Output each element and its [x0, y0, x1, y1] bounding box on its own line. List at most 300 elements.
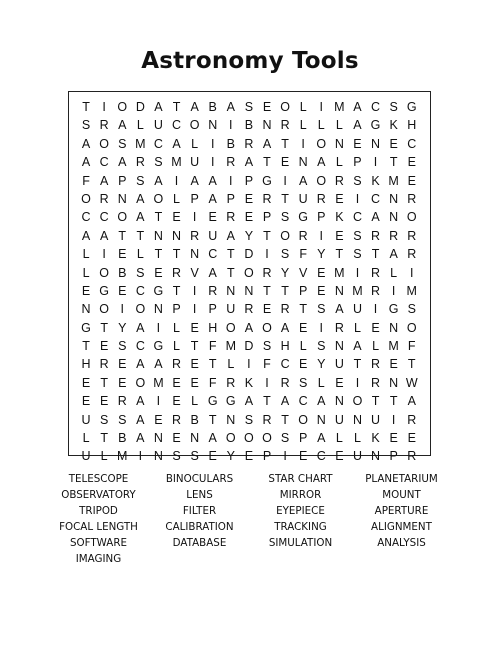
grid-letter[interactable]: N [389, 320, 399, 335]
grid-letter[interactable]: C [352, 210, 362, 225]
grid-letter[interactable]: H [407, 118, 417, 133]
grid-letter[interactable]: N [371, 136, 381, 151]
grid-letter[interactable]: E [389, 136, 398, 151]
grid-letter[interactable]: A [190, 173, 199, 188]
grid-letter[interactable]: P [118, 173, 127, 188]
grid-letter[interactable]: R [244, 302, 254, 317]
grid-letter[interactable]: A [280, 394, 290, 409]
grid-letter[interactable]: S [118, 339, 127, 354]
grid-letter[interactable]: E [407, 173, 416, 188]
grid-letter[interactable]: T [208, 412, 217, 427]
grid-letter[interactable]: C [99, 155, 109, 170]
grid-letter[interactable]: I [373, 155, 378, 170]
grid-letter[interactable]: R [99, 357, 109, 372]
grid-letter[interactable]: K [371, 173, 380, 188]
grid-letter[interactable]: I [391, 283, 396, 298]
grid-letter[interactable]: T [172, 247, 181, 262]
grid-letter[interactable]: I [229, 118, 233, 133]
grid-letter[interactable]: D [244, 247, 254, 262]
grid-letter[interactable]: B [208, 100, 217, 114]
grid-letter[interactable]: T [154, 247, 163, 262]
grid-letter[interactable]: L [390, 265, 398, 280]
grid-letter[interactable]: I [138, 449, 143, 464]
grid-letter[interactable]: N [226, 283, 236, 298]
grid-letter[interactable]: R [371, 228, 381, 243]
grid-letter[interactable]: S [118, 136, 127, 151]
grid-letter[interactable]: I [247, 357, 251, 372]
grid-letter[interactable]: I [102, 100, 106, 114]
grid-letter[interactable]: A [407, 394, 416, 409]
grid-letter[interactable]: L [227, 357, 235, 372]
grid-letter[interactable]: M [388, 339, 399, 354]
grid-letter[interactable]: R [280, 302, 290, 317]
grid-letter[interactable]: A [136, 191, 145, 206]
grid-letter[interactable]: R [371, 375, 381, 390]
grid-letter[interactable]: L [299, 339, 307, 354]
grid-letter[interactable]: S [190, 449, 199, 464]
grid-letter[interactable]: N [190, 431, 200, 446]
grid-letter[interactable]: O [225, 320, 236, 335]
grid-letter[interactable]: T [371, 247, 380, 262]
grid-letter[interactable]: C [135, 283, 145, 298]
grid-letter[interactable]: A [208, 191, 217, 206]
grid-letter[interactable]: I [409, 265, 414, 280]
grid-letter[interactable]: O [406, 210, 417, 225]
grid-letter[interactable]: A [244, 155, 254, 170]
grid-letter[interactable]: E [389, 357, 398, 372]
grid-letter[interactable]: O [153, 191, 164, 206]
grid-letter[interactable]: G [153, 283, 164, 298]
grid-letter[interactable]: A [244, 394, 254, 409]
grid-letter[interactable]: E [280, 155, 290, 170]
grid-letter[interactable]: K [371, 431, 380, 446]
grid-letter[interactable]: R [407, 247, 417, 262]
grid-letter[interactable]: W [405, 375, 418, 390]
grid-letter[interactable]: R [262, 265, 272, 280]
grid-letter[interactable]: O [135, 302, 146, 317]
grid-letter[interactable]: S [353, 173, 362, 188]
grid-letter[interactable]: B [190, 412, 199, 427]
grid-letter[interactable]: A [389, 247, 398, 262]
grid-letter[interactable]: R [389, 228, 399, 243]
grid-letter[interactable]: A [371, 210, 380, 225]
grid-letter[interactable]: N [298, 155, 308, 170]
grid-letter[interactable]: P [299, 283, 308, 298]
grid-letter[interactable]: V [190, 265, 199, 280]
grid-letter[interactable]: H [280, 339, 290, 354]
grid-letter[interactable]: T [407, 357, 416, 372]
grid-letter[interactable]: N [352, 412, 362, 427]
grid-letter[interactable]: E [389, 431, 398, 446]
grid-letter[interactable]: T [226, 265, 235, 280]
grid-letter[interactable]: M [334, 265, 345, 280]
grid-letter[interactable]: I [192, 302, 197, 317]
grid-letter[interactable]: F [208, 375, 217, 390]
grid-letter[interactable]: F [82, 173, 90, 188]
grid-letter[interactable]: N [334, 136, 344, 151]
grid-letter[interactable]: O [352, 394, 363, 409]
grid-letter[interactable]: T [281, 283, 289, 298]
grid-letter[interactable]: G [298, 210, 309, 225]
grid-letter[interactable]: D [135, 100, 145, 114]
grid-letter[interactable]: U [371, 412, 381, 427]
grid-letter[interactable]: L [173, 320, 180, 335]
grid-letter[interactable]: L [82, 247, 90, 262]
grid-letter[interactable]: R [172, 357, 182, 372]
grid-letter[interactable]: R [208, 283, 218, 298]
grid-letter[interactable]: N [153, 449, 163, 464]
grid-letter[interactable]: U [334, 357, 344, 372]
grid-letter[interactable]: R [334, 173, 344, 188]
grid-letter[interactable]: C [371, 191, 381, 206]
grid-letter[interactable]: O [244, 265, 254, 280]
grid-letter[interactable]: S [136, 265, 145, 280]
grid-letter[interactable]: S [280, 210, 290, 225]
grid-letter[interactable]: L [372, 339, 380, 354]
grid-letter[interactable]: A [208, 431, 217, 446]
grid-letter[interactable]: T [263, 394, 271, 409]
grid-letter[interactable]: E [190, 357, 199, 372]
grid-letter[interactable]: S [118, 412, 127, 427]
grid-letter[interactable]: T [263, 283, 271, 298]
grid-letter[interactable]: A [118, 118, 127, 133]
grid-letter[interactable]: E [208, 449, 217, 464]
grid-letter[interactable]: O [99, 302, 109, 317]
grid-letter[interactable]: C [208, 247, 218, 262]
grid-letter[interactable]: O [99, 136, 109, 151]
grid-letter[interactable]: F [299, 247, 307, 262]
grid-letter[interactable]: S [299, 375, 308, 390]
grid-letter[interactable]: U [81, 412, 91, 427]
grid-letter[interactable]: U [352, 449, 362, 464]
grid-letter[interactable]: R [407, 228, 417, 243]
grid-letter[interactable]: N [371, 449, 381, 464]
grid-letter[interactable]: N [117, 191, 127, 206]
grid-letter[interactable]: K [244, 375, 254, 390]
grid-letter[interactable]: N [334, 339, 344, 354]
grid-letter[interactable]: I [319, 320, 323, 335]
grid-letter[interactable]: M [135, 136, 146, 151]
grid-letter[interactable]: F [208, 339, 217, 354]
grid-letter[interactable]: O [189, 118, 200, 133]
grid-letter[interactable]: A [118, 155, 127, 170]
grid-letter[interactable]: R [280, 118, 290, 133]
grid-letter[interactable]: M [153, 375, 164, 390]
grid-letter[interactable]: I [373, 302, 378, 317]
grid-letter[interactable]: I [156, 394, 161, 409]
grid-letter[interactable]: A [335, 302, 344, 317]
grid-letter[interactable]: N [316, 412, 326, 427]
grid-letter[interactable]: L [335, 155, 343, 170]
grid-letter[interactable]: S [244, 412, 254, 427]
grid-letter[interactable]: A [208, 265, 217, 280]
grid-letter[interactable]: O [244, 431, 254, 446]
grid-letter[interactable]: R [407, 412, 417, 427]
grid-letter[interactable]: G [262, 173, 272, 188]
grid-letter[interactable]: Y [317, 357, 326, 372]
grid-letter[interactable]: S [280, 431, 290, 446]
grid-letter[interactable]: I [210, 136, 215, 151]
grid-letter[interactable]: R [135, 155, 145, 170]
grid-letter[interactable]: R [226, 155, 236, 170]
grid-letter[interactable]: M [352, 283, 363, 298]
grid-letter[interactable]: R [117, 394, 127, 409]
grid-letter[interactable]: G [388, 302, 399, 317]
grid-letter[interactable]: R [371, 357, 381, 372]
grid-letter[interactable]: L [317, 118, 325, 133]
grid-letter[interactable]: A [353, 100, 362, 114]
grid-letter[interactable]: N [172, 228, 182, 243]
grid-letter[interactable]: N [153, 431, 163, 446]
grid-letter[interactable]: S [353, 247, 362, 262]
grid-letter[interactable]: T [82, 339, 90, 354]
grid-letter[interactable]: Y [118, 320, 127, 335]
grid-letter[interactable]: I [265, 247, 269, 262]
grid-letter[interactable]: E [154, 265, 163, 280]
grid-letter[interactable]: E [299, 357, 308, 372]
grid-letter[interactable]: E [190, 320, 199, 335]
grid-letter[interactable]: T [82, 100, 90, 114]
grid-letter[interactable]: A [136, 394, 145, 409]
grid-letter[interactable]: T [100, 431, 108, 446]
grid-letter[interactable]: E [244, 210, 254, 225]
grid-letter[interactable]: F [407, 339, 416, 354]
grid-letter[interactable]: P [353, 155, 362, 170]
grid-letter[interactable]: G [153, 339, 164, 354]
grid-letter[interactable]: P [244, 173, 254, 188]
grid-letter[interactable]: S [99, 412, 109, 427]
grid-letter[interactable]: N [389, 210, 399, 225]
grid-letter[interactable]: P [226, 191, 235, 206]
grid-letter[interactable]: M [388, 173, 399, 188]
grid-letter[interactable]: R [280, 375, 290, 390]
grid-letter[interactable]: G [370, 118, 381, 133]
grid-letter[interactable]: L [191, 136, 199, 151]
grid-letter[interactable]: T [389, 394, 398, 409]
grid-letter[interactable]: N [244, 283, 254, 298]
grid-letter[interactable]: S [389, 100, 398, 114]
grid-letter[interactable]: L [317, 375, 325, 390]
grid-letter[interactable]: C [298, 394, 308, 409]
grid-letter[interactable]: L [173, 191, 180, 206]
grid-letter[interactable]: E [299, 320, 308, 335]
grid-letter[interactable]: I [391, 412, 396, 427]
grid-letter[interactable]: I [319, 100, 323, 114]
grid-letter[interactable]: O [117, 100, 128, 114]
grid-letter[interactable]: T [371, 394, 380, 409]
grid-letter[interactable]: L [136, 247, 144, 262]
grid-letter[interactable]: R [226, 375, 236, 390]
grid-letter[interactable]: A [317, 431, 326, 446]
grid-letter[interactable]: A [262, 136, 272, 151]
grid-letter[interactable]: S [154, 155, 163, 170]
grid-letter[interactable]: O [280, 100, 290, 114]
grid-letter[interactable]: L [100, 449, 108, 464]
grid-letter[interactable]: P [172, 302, 181, 317]
grid-letter[interactable]: A [99, 173, 109, 188]
grid-letter[interactable]: L [82, 265, 90, 280]
grid-letter[interactable]: N [190, 247, 200, 262]
grid-letter[interactable]: Y [226, 449, 235, 464]
grid-letter[interactable]: A [244, 320, 254, 335]
grid-letter[interactable]: T [172, 283, 181, 298]
grid-letter[interactable]: B [244, 118, 254, 133]
grid-letter[interactable]: B [118, 431, 127, 446]
grid-letter[interactable]: I [355, 375, 360, 390]
grid-letter[interactable]: A [226, 100, 235, 114]
grid-letter[interactable]: U [208, 228, 218, 243]
grid-letter[interactable]: Y [244, 228, 254, 243]
grid-letter[interactable]: R [316, 191, 326, 206]
grid-letter[interactable]: I [319, 228, 323, 243]
grid-letter[interactable]: G [207, 394, 218, 409]
grid-letter[interactable]: R [172, 412, 182, 427]
grid-letter[interactable]: S [407, 302, 416, 317]
grid-letter[interactable]: A [136, 210, 145, 225]
grid-letter[interactable]: E [407, 155, 416, 170]
grid-letter[interactable]: U [153, 118, 163, 133]
grid-letter[interactable]: N [153, 302, 163, 317]
grid-letter[interactable]: C [280, 357, 290, 372]
grid-letter[interactable]: T [263, 155, 271, 170]
grid-letter[interactable]: E [118, 247, 127, 262]
grid-letter[interactable]: M [406, 283, 417, 298]
grid-letter[interactable]: A [172, 136, 181, 151]
grid-letter[interactable]: P [208, 302, 217, 317]
grid-letter[interactable]: E [317, 265, 326, 280]
grid-letter[interactable]: L [335, 118, 343, 133]
grid-letter[interactable]: L [299, 100, 307, 114]
grid-letter[interactable]: A [353, 339, 362, 354]
grid-letter[interactable]: G [225, 394, 236, 409]
grid-letter[interactable]: A [154, 173, 163, 188]
grid-letter[interactable]: E [353, 136, 362, 151]
grid-letter[interactable]: R [262, 412, 272, 427]
grid-letter[interactable]: R [371, 265, 381, 280]
grid-letter[interactable]: C [99, 210, 109, 225]
grid-letter[interactable]: I [355, 265, 360, 280]
grid-letter[interactable]: E [118, 375, 127, 390]
grid-letter[interactable]: A [317, 394, 326, 409]
grid-letter[interactable]: T [118, 228, 127, 243]
grid-letter[interactable]: T [136, 228, 145, 243]
grid-letter[interactable]: S [172, 449, 181, 464]
grid-letter[interactable]: U [334, 412, 344, 427]
grid-letter[interactable]: T [208, 357, 217, 372]
grid-letter[interactable]: A [136, 431, 145, 446]
grid-letter[interactable]: E [172, 394, 181, 409]
grid-letter[interactable]: I [210, 155, 215, 170]
grid-letter[interactable]: O [262, 431, 272, 446]
grid-letter[interactable]: C [407, 136, 417, 151]
grid-letter[interactable]: L [335, 431, 343, 446]
grid-letter[interactable]: C [371, 100, 381, 114]
grid-letter[interactable]: A [136, 320, 145, 335]
grid-letter[interactable]: O [81, 191, 91, 206]
grid-letter[interactable]: I [283, 449, 287, 464]
grid-letter[interactable]: E [335, 191, 344, 206]
grid-letter[interactable]: U [226, 302, 236, 317]
grid-letter[interactable]: E [172, 375, 181, 390]
grid-letter[interactable]: R [298, 228, 308, 243]
grid-letter[interactable]: E [172, 210, 181, 225]
grid-letter[interactable]: B [118, 265, 127, 280]
grid-letter[interactable]: G [81, 320, 91, 335]
grid-letter[interactable]: R [262, 191, 272, 206]
grid-letter[interactable]: C [135, 339, 145, 354]
grid-letter[interactable]: H [81, 357, 91, 372]
grid-letter[interactable]: N [334, 283, 344, 298]
grid-letter[interactable]: E [190, 375, 199, 390]
grid-letter[interactable]: N [389, 375, 399, 390]
grid-letter[interactable]: I [355, 191, 360, 206]
grid-letter[interactable]: U [81, 449, 91, 464]
grid-letter[interactable]: F [263, 357, 271, 372]
grid-letter[interactable]: E [335, 375, 344, 390]
grid-letter[interactable]: E [81, 375, 91, 390]
grid-letter[interactable]: M [334, 100, 345, 114]
grid-letter[interactable]: T [281, 136, 289, 151]
grid-letter[interactable]: U [352, 302, 362, 317]
grid-letter[interactable]: A [81, 228, 91, 243]
grid-letter[interactable]: N [208, 118, 218, 133]
grid-letter[interactable]: E [244, 191, 254, 206]
grid-letter[interactable]: I [174, 173, 179, 188]
grid-letter[interactable]: O [280, 228, 290, 243]
grid-letter[interactable]: R [99, 191, 109, 206]
grid-letter[interactable]: N [262, 118, 272, 133]
grid-letter[interactable]: N [389, 191, 399, 206]
grid-letter[interactable]: B [226, 136, 235, 151]
grid-letter[interactable]: E [262, 100, 272, 114]
grid-letter[interactable]: E [208, 210, 217, 225]
grid-letter[interactable]: O [99, 265, 109, 280]
grid-letter[interactable]: N [81, 302, 91, 317]
grid-letter[interactable]: A [299, 173, 308, 188]
grid-letter[interactable]: E [299, 449, 308, 464]
grid-letter[interactable]: S [317, 339, 326, 354]
grid-letter[interactable]: T [172, 100, 181, 114]
grid-letter[interactable]: E [317, 283, 326, 298]
grid-letter[interactable]: O [225, 431, 236, 446]
grid-letter[interactable]: R [407, 449, 417, 464]
grid-letter[interactable]: E [335, 449, 344, 464]
grid-letter[interactable]: N [226, 412, 236, 427]
grid-letter[interactable]: S [262, 339, 272, 354]
grid-letter[interactable]: G [406, 100, 417, 114]
grid-letter[interactable]: Y [317, 247, 326, 262]
grid-letter[interactable]: A [208, 173, 217, 188]
grid-letter[interactable]: I [283, 173, 287, 188]
grid-letter[interactable]: R [172, 265, 182, 280]
grid-letter[interactable]: T [335, 247, 344, 262]
grid-letter[interactable]: M [117, 449, 128, 464]
grid-letter[interactable]: P [317, 210, 326, 225]
grid-letter[interactable]: C [153, 136, 163, 151]
grid-letter[interactable]: T [190, 339, 199, 354]
grid-letter[interactable]: T [389, 155, 398, 170]
grid-letter[interactable]: T [281, 412, 289, 427]
grid-letter[interactable]: I [192, 283, 197, 298]
grid-letter[interactable]: D [244, 339, 254, 354]
grid-letter[interactable]: A [190, 100, 199, 114]
grid-letter[interactable]: I [265, 375, 269, 390]
grid-letter[interactable]: A [81, 155, 91, 170]
grid-letter[interactable]: A [226, 228, 235, 243]
grid-letter[interactable]: H [208, 320, 218, 335]
grid-letter[interactable]: P [389, 449, 398, 464]
grid-letter[interactable]: E [407, 431, 416, 446]
